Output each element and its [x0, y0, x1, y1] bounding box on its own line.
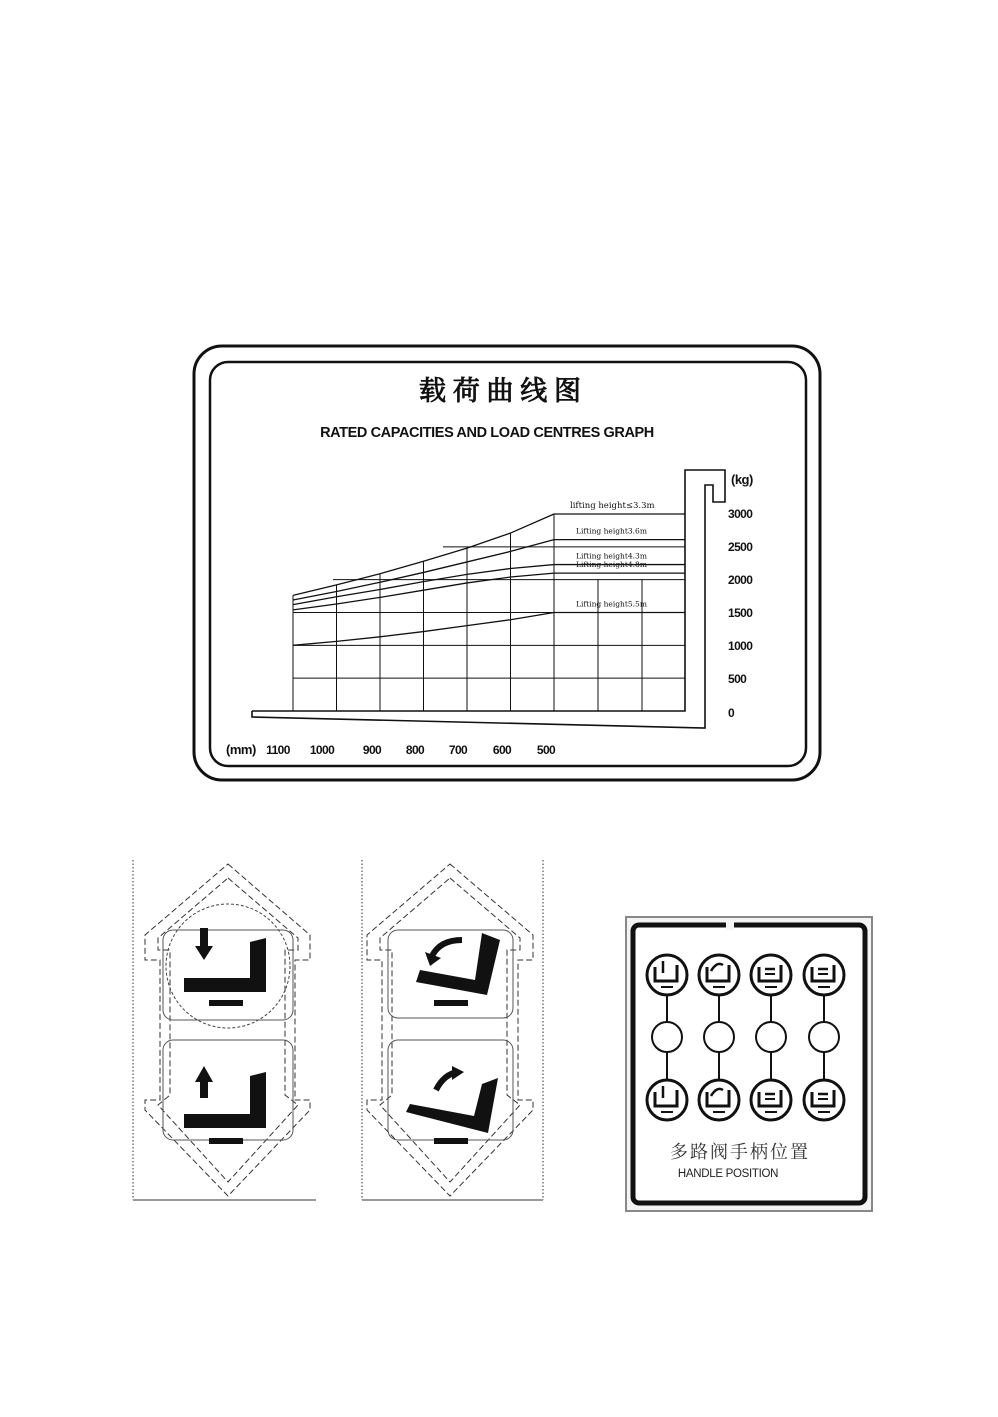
chart-subtitle-en: RATED CAPACITIES AND LOAD CENTRES GRAPH [320, 425, 654, 441]
x-tick-label: 900 [362, 743, 382, 757]
y-tick-label: 1000 [728, 639, 753, 653]
lower-button-frame [163, 930, 293, 1020]
y-tick-labels [728, 507, 753, 720]
series-label-2: Lifting height3.6m [576, 526, 647, 536]
handle-lift-bottom-icon [647, 1080, 687, 1120]
lower-fork-arrow-down-icon [184, 928, 266, 1006]
handle-lift-neutral-position [652, 1022, 682, 1052]
raise-fork-arrow-up-icon [184, 1066, 266, 1144]
plate-inner-border [210, 362, 806, 766]
x-tick-labels [266, 743, 556, 757]
tilt-forward-icon [406, 1066, 498, 1144]
load-chart-plate [194, 346, 820, 780]
series-label-5: Lifting height5.5m [576, 599, 647, 609]
x-tick-label: 600 [492, 743, 512, 757]
tilt-control-decal [362, 860, 543, 1200]
chart-title-cn: 载 荷 曲 线 图 [419, 376, 581, 406]
handle-attachment-a-neutral-position [756, 1022, 786, 1052]
handle-title-en: HANDLE POSITION [677, 1168, 779, 1180]
panel-frame-notch [726, 918, 734, 930]
handle-title-cn: 多路阀手柄位置 [670, 1142, 810, 1162]
x-unit-label: (mm) [226, 742, 256, 757]
decal-outline-inner [158, 878, 298, 1182]
x-tick-label: 700 [448, 743, 468, 757]
y-tick-label: 500 [728, 672, 747, 686]
handle-attachment-b-neutral-position [809, 1022, 839, 1052]
handle-attachment-a-top-icon [751, 955, 791, 995]
handle-attachment-b-bottom-icon [804, 1080, 844, 1120]
y-tick-label: 3000 [728, 507, 753, 521]
handle-attachment-b-top-icon [804, 955, 844, 995]
handle-attachment-a-bottom-icon [751, 1080, 791, 1120]
plate-outer-border [194, 346, 820, 780]
x-tick-label: 1100 [266, 743, 290, 757]
series-label-1: lifting height≤3.3m [570, 501, 655, 511]
lower-button-circle [166, 904, 290, 1028]
handle-position-panel [626, 917, 872, 1211]
tilt-backward-icon [416, 933, 500, 1006]
decal-outline-inner [380, 878, 520, 1182]
handle-tilt-top-icon [699, 955, 739, 995]
y-unit-label: (kg) [731, 472, 753, 487]
handle-lift-top-icon [647, 955, 687, 995]
series-label-3: Lifting height4.3m [576, 551, 647, 561]
y-tick-label: 0 [728, 706, 735, 720]
y-tick-label: 2500 [728, 540, 753, 554]
handle-tilt-neutral-position [704, 1022, 734, 1052]
x-tick-label: 500 [536, 743, 556, 757]
lift-control-decal [133, 860, 316, 1200]
series-label-4: Lifting height4.8m [576, 560, 647, 570]
handle-tilt-bottom-icon [699, 1080, 739, 1120]
x-tick-label: 1000 [309, 743, 335, 757]
y-tick-label: 2000 [728, 573, 753, 587]
x-tick-label: 800 [405, 743, 425, 757]
y-tick-label: 1500 [728, 606, 753, 620]
